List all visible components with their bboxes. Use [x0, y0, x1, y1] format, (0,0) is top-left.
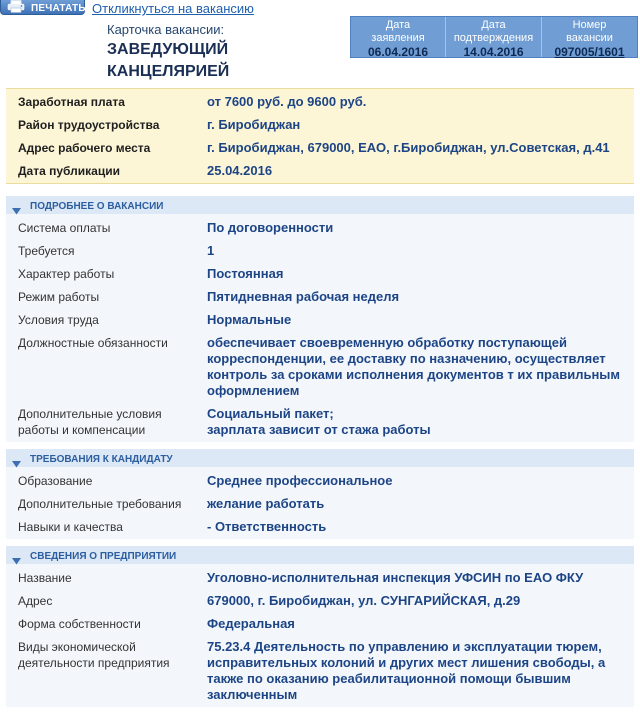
vacancy-number-link[interactable]: 097005/1601 — [554, 45, 625, 59]
print-button[interactable] — [0, 0, 85, 15]
ownership-form-label: Форма собственности — [18, 617, 141, 631]
skills-value: - Ответственность — [207, 519, 327, 534]
extra-conditions-label: Дополнительные условия работы и компенсации — [18, 407, 162, 437]
education-label: Образование — [18, 474, 93, 488]
vacancy-number-box — [541, 17, 637, 57]
activity-types-value: 75.23.4 Деятельность по управлению и эксплуатации тюрем, исправительных колоний и других мест лишения свободы, а также по оказанию реабилитационной помощи бывшим заключенным — [207, 639, 606, 702]
section-title: ТРЕБОВАНИЯ К КАНДИДАТУ — [30, 453, 173, 465]
section-body — [6, 467, 634, 539]
detail-row-payment-system — [6, 217, 634, 240]
extra-requirements-label: Дополнительные требования — [18, 497, 182, 511]
vacancy-title: ЗАВЕДУЮЩИЙ КАНЦЕЛЯРИЕЙ — [107, 41, 230, 80]
requirement-row-extra-requirements — [6, 493, 634, 516]
work-schedule-label: Режим работы — [18, 290, 100, 304]
company-row-address — [6, 590, 634, 613]
requirement-row-education — [6, 470, 634, 493]
summary-row-salary — [6, 90, 634, 113]
salary-value: от 7600 руб. до 9600 руб. — [207, 93, 367, 109]
summary-row-district — [6, 113, 634, 136]
company-address-value: 679000, г. Биробиджан, ул. СУНГАРИЙСКАЯ, д.29 — [207, 593, 521, 608]
print-button-label: ПЕЧАТАТЬ — [31, 3, 86, 14]
summary-row-publication-date — [6, 159, 634, 182]
detail-row-required-count — [6, 240, 634, 263]
publication-date-label: Дата публикации — [18, 163, 120, 178]
publication-date-value: 25.04.2016 — [207, 162, 273, 178]
section-vacancy-details — [6, 196, 634, 442]
skills-label: Навыки и качества — [18, 520, 123, 534]
detail-row-work-conditions — [6, 309, 634, 332]
confirmation-date-value: 14.04.2016 — [463, 45, 524, 59]
work-schedule-value: Пятидневная рабочая неделя — [207, 289, 400, 304]
section-title: ПОДРОБНЕЕ О ВАКАНСИИ — [30, 200, 164, 212]
company-name-value: Уголовно-исполнительная инспекция УФСИН по ЕАО ФКУ — [207, 570, 584, 585]
company-name-label: Название — [18, 571, 72, 585]
work-address-value: г. Биробиджан, 679000, ЕАО, г.Биробиджан, ул.Советская, д.41 — [207, 139, 610, 155]
triangle-down-icon — [12, 455, 21, 462]
application-date-value: 06.04.2016 — [367, 45, 429, 59]
required-count-value: 1 — [207, 243, 215, 258]
application-date-label: Дата заявления — [371, 19, 425, 44]
section-company-info — [6, 546, 634, 707]
activity-types-label: Виды экономической деятельности предприятия — [18, 640, 170, 670]
extra-requirements-value: желание работать — [207, 496, 325, 511]
summary-row-work-address — [6, 136, 634, 159]
work-type-label: Характер работы — [18, 267, 115, 281]
work-conditions-label: Условия труда — [18, 313, 99, 327]
payment-system-label: Система оплаты — [18, 221, 111, 235]
vacancy-content — [6, 88, 634, 707]
district-label: Район трудоустройства — [18, 117, 160, 132]
detail-row-work-type — [6, 263, 634, 286]
work-address-label: Адрес рабочего места — [18, 140, 151, 155]
salary-label: Заработная плата — [18, 94, 125, 109]
education-value: Среднее профессиональное — [207, 473, 393, 488]
extra-conditions-value: Социальный пакет; зарплата зависит от стажа работы — [207, 406, 431, 437]
vacancy-summary — [6, 88, 634, 184]
section-body — [6, 564, 634, 707]
requirement-row-skills — [6, 516, 634, 539]
triangle-down-icon — [12, 552, 21, 559]
detail-row-extra-conditions — [6, 403, 634, 442]
ownership-form-value: Федеральная — [207, 616, 295, 631]
district-value: г. Биробиджан — [207, 116, 301, 132]
company-row-name — [6, 567, 634, 590]
confirmation-date-label: Дата подтверждения — [453, 19, 534, 44]
section-candidate-requirements — [6, 449, 634, 539]
work-conditions-value: Нормальные — [207, 312, 292, 327]
duties-label: Должностные обязанности — [18, 336, 168, 350]
work-type-value: Постоянная — [207, 266, 284, 281]
vacancy-number-label: Номер вакансии — [566, 19, 613, 44]
card-caption: Карточка вакансии: — [107, 22, 225, 37]
printer-icon — [7, 0, 25, 13]
required-count-label: Требуется — [18, 244, 75, 258]
section-body — [6, 214, 634, 442]
detail-row-duties — [6, 332, 634, 403]
section-header-company-info[interactable] — [6, 546, 634, 564]
detail-row-work-schedule — [6, 286, 634, 309]
duties-value: обеспечивает своевременную обработку поступающей корреспонденции, ее доставку по назначению, осуществляет контроль за сроками исполнения документов т их правильным оформлением — [207, 335, 621, 398]
company-row-ownership-form — [6, 613, 634, 636]
company-address-label: Адрес — [18, 594, 53, 608]
payment-system-value: По договоренности — [207, 220, 334, 235]
company-row-activity-types — [6, 636, 634, 707]
triangle-down-icon — [12, 202, 21, 209]
section-title: СВЕДЕНИЯ О ПРЕДПРИЯТИИ — [30, 550, 177, 562]
section-header-vacancy-details[interactable] — [6, 196, 634, 214]
confirmation-date-box — [445, 17, 541, 57]
section-header-candidate-requirements[interactable] — [6, 449, 634, 467]
vacancy-meta-boxes — [350, 16, 638, 58]
application-date-box — [351, 17, 445, 57]
respond-to-vacancy-link[interactable]: Откликнуться на вакансию — [92, 1, 254, 16]
